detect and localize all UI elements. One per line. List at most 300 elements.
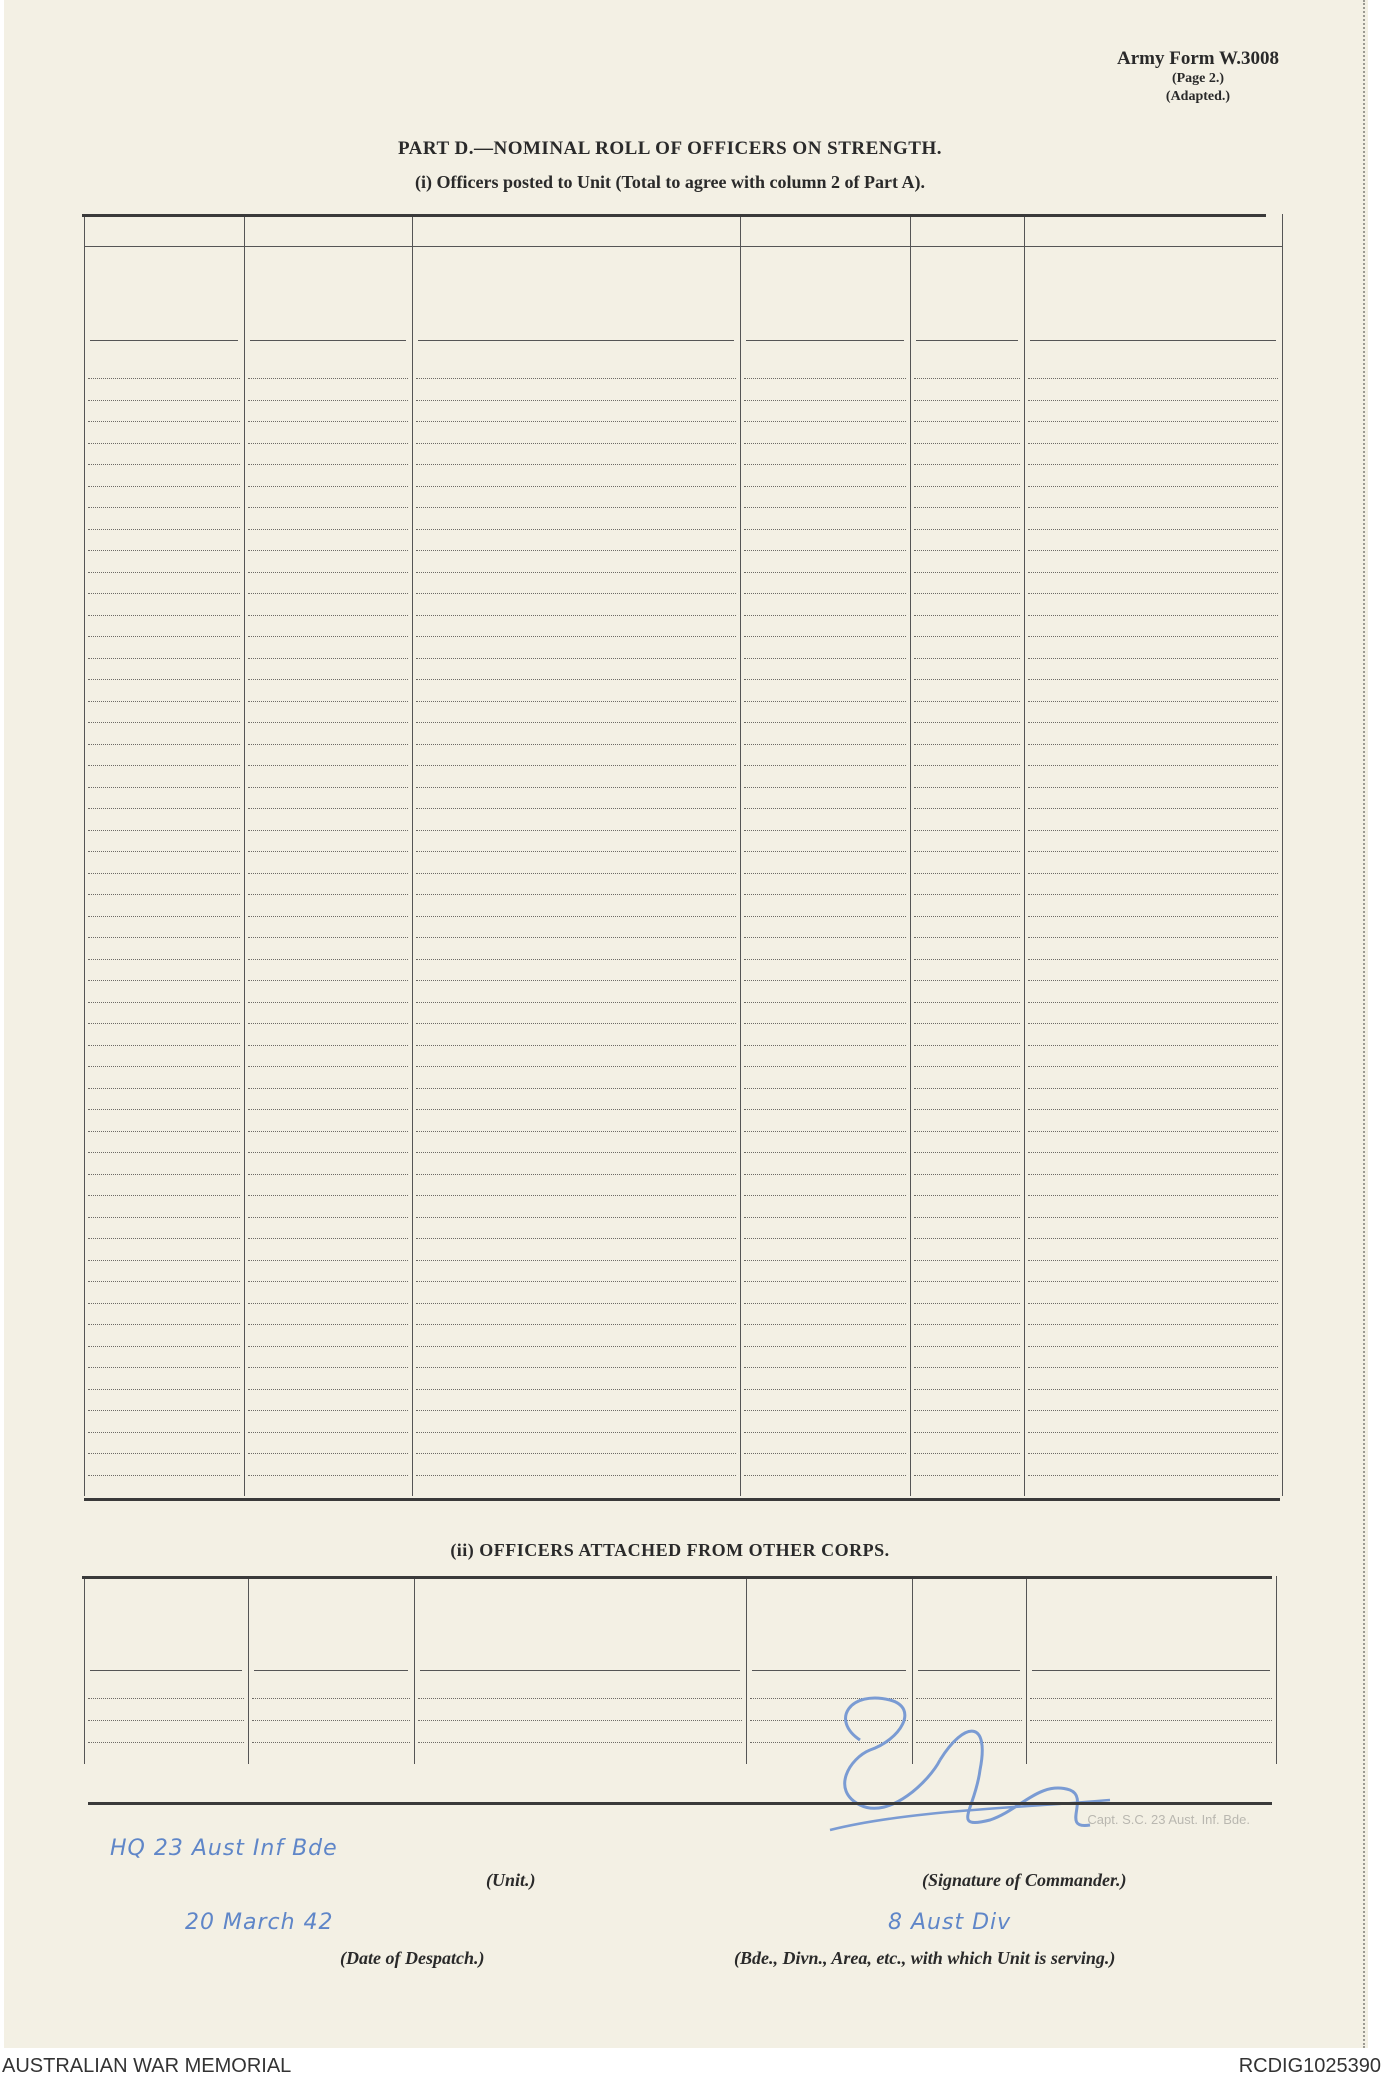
ruled-line: [416, 593, 736, 594]
ruled-line: [416, 1281, 736, 1282]
ruled-line: [914, 1260, 1020, 1261]
ruled-line: [744, 550, 906, 551]
ruled-line: [88, 916, 240, 917]
ruled-line: [744, 1475, 906, 1476]
ruled-line: [248, 1023, 408, 1024]
ruled-line: [248, 1195, 408, 1196]
ruled-line: [1028, 894, 1278, 895]
ruled-line: [248, 507, 408, 508]
ruled-line: [914, 959, 1020, 960]
ruled-line: [914, 1088, 1020, 1089]
signature-label: (Signature of Commander.): [922, 1870, 1127, 1890]
ruled-line: [88, 1152, 240, 1153]
header-underline: [418, 340, 734, 341]
ruled-line: [1028, 658, 1278, 659]
ruled-line: [914, 1281, 1020, 1282]
ruled-line: [416, 1432, 736, 1433]
ruled-line: [88, 1131, 240, 1132]
ruled-line: [416, 851, 736, 852]
ruled-line: [1028, 1002, 1278, 1003]
header-underline: [752, 1670, 906, 1671]
archive-caption: AUSTRALIAN WAR MEMORIAL: [2, 2055, 292, 2077]
ruled-line: [88, 1045, 240, 1046]
header-underline: [254, 1670, 408, 1671]
ruled-line: [248, 787, 408, 788]
ruled-line: [248, 1238, 408, 1239]
ruled-line: [914, 550, 1020, 551]
ruled-line: [88, 937, 240, 938]
ruled-line: [744, 679, 906, 680]
ruled-line: [88, 507, 240, 508]
ruled-line: [88, 765, 240, 766]
ruled-line: [416, 1389, 736, 1390]
ruled-line: [1028, 1152, 1278, 1153]
ruled-line: [416, 744, 736, 745]
ruled-line: [248, 980, 408, 981]
ruled-line: [248, 1109, 408, 1110]
ruled-line: [248, 1324, 408, 1325]
ruled-line: [416, 1324, 736, 1325]
ruled-line: [744, 1367, 906, 1368]
ruled-line: [1028, 1066, 1278, 1067]
ruled-line: [914, 421, 1020, 422]
ruled-line: [744, 593, 906, 594]
ruled-line: [1028, 1410, 1278, 1411]
ruled-line: [248, 1367, 408, 1368]
ruled-line: [88, 1432, 240, 1433]
ruled-line: [744, 1023, 906, 1024]
ruled-line: [1028, 1475, 1278, 1476]
column-divider: [740, 214, 741, 1496]
ruled-line: [914, 937, 1020, 938]
ruled-line: [1028, 937, 1278, 938]
ruled-line: [88, 701, 240, 702]
ruled-line: [88, 1088, 240, 1089]
ruled-line: [88, 873, 240, 874]
ruled-line: [744, 744, 906, 745]
ruled-line: [416, 787, 736, 788]
ruled-line: [88, 1281, 240, 1282]
ruled-line: [1028, 1303, 1278, 1304]
ruled-line: [914, 529, 1020, 530]
ruled-line: [744, 722, 906, 723]
header-underline: [1030, 340, 1276, 341]
ruled-line: [914, 636, 1020, 637]
ruled-line: [1028, 1260, 1278, 1261]
ruled-line: [416, 529, 736, 530]
ruled-line: [88, 1195, 240, 1196]
section-2-column-header: [86, 1584, 246, 1662]
section-2-column-header: [416, 1584, 744, 1662]
ruled-line: [416, 937, 736, 938]
ruled-line: [88, 464, 240, 465]
ruled-line: [248, 1453, 408, 1454]
ruled-line: [1028, 1346, 1278, 1347]
ruled-line: [914, 464, 1020, 465]
form-name: Army Form W.3008: [1116, 48, 1279, 69]
ruled-line: [914, 593, 1020, 594]
ruled-line: [248, 615, 408, 616]
ruled-line: [248, 1088, 408, 1089]
ruled-line: [914, 744, 1020, 745]
header-underline: [918, 1670, 1020, 1671]
ruled-line: [1028, 1281, 1278, 1282]
header-underline: [746, 340, 904, 341]
formation-label: (Bde., Divn., Area, etc., with which Unit is serving.): [734, 1948, 1116, 1968]
ruled-line: [416, 1002, 736, 1003]
ruled-line: [416, 894, 736, 895]
ruled-line: [416, 421, 736, 422]
ruled-line: [744, 1238, 906, 1239]
ruled-line: [914, 1410, 1020, 1411]
ruled-line: [914, 980, 1020, 981]
header-underline: [90, 340, 238, 341]
ruled-line: [88, 615, 240, 616]
ruled-line: [248, 937, 408, 938]
section-2-column-header: [748, 1584, 910, 1662]
ruled-line: [416, 378, 736, 379]
ruled-line: [744, 1346, 906, 1347]
section-2-column-header: [914, 1584, 1024, 1662]
ruled-line: [252, 1742, 410, 1743]
ruled-line: [88, 593, 240, 594]
ruled-line: [1028, 1195, 1278, 1196]
ruled-line: [1028, 1088, 1278, 1089]
ruled-line: [88, 636, 240, 637]
ruled-line: [248, 701, 408, 702]
ruled-line: [744, 1453, 906, 1454]
ruled-line: [1028, 830, 1278, 831]
ruled-line: [88, 679, 240, 680]
ruled-line: [744, 937, 906, 938]
ruled-line: [1028, 507, 1278, 508]
ruled-line: [88, 1217, 240, 1218]
ruled-line: [416, 550, 736, 551]
ruled-line: [1028, 529, 1278, 530]
ruled-line: [88, 572, 240, 573]
ruled-line: [744, 1303, 906, 1304]
ruled-line: [1028, 421, 1278, 422]
header-underline: [1032, 1670, 1270, 1671]
ruled-line: [248, 572, 408, 573]
ruled-line: [416, 443, 736, 444]
ruled-line: [248, 1475, 408, 1476]
ruled-line: [744, 400, 906, 401]
ruled-line: [416, 1475, 736, 1476]
ruled-line: [1028, 808, 1278, 809]
ruled-line: [744, 636, 906, 637]
ruled-line: [1028, 1023, 1278, 1024]
ruled-line: [248, 916, 408, 917]
ruled-line: [88, 529, 240, 530]
ruled-line: [88, 1324, 240, 1325]
section-2-bottom-rule: [88, 1802, 1272, 1805]
ruled-line: [416, 980, 736, 981]
ruled-line: [88, 550, 240, 551]
ruled-line: [1028, 679, 1278, 680]
ruled-line: [416, 1152, 736, 1153]
ruled-line: [914, 1238, 1020, 1239]
ruled-line: [248, 851, 408, 852]
ruled-line: [914, 1432, 1020, 1433]
ruled-line: [914, 808, 1020, 809]
ruled-line: [744, 615, 906, 616]
ruled-line: [416, 830, 736, 831]
ruled-line: [88, 1475, 240, 1476]
ruled-line: [416, 572, 736, 573]
section-2-top-rule: [82, 1576, 1272, 1579]
ruled-line: [248, 421, 408, 422]
ruled-line: [744, 421, 906, 422]
ruled-line: [744, 1389, 906, 1390]
form-identifier: [1117, 48, 1279, 106]
ruled-line: [248, 1432, 408, 1433]
ruled-line: [744, 765, 906, 766]
ruled-line: [1028, 443, 1278, 444]
ruled-line: [248, 486, 408, 487]
ruled-line: [248, 1389, 408, 1390]
ruled-line: [248, 1346, 408, 1347]
ruled-line: [88, 894, 240, 895]
ruled-line: [416, 1109, 736, 1110]
ruled-line: [744, 486, 906, 487]
ruled-line: [914, 1303, 1020, 1304]
ruled-line: [914, 1453, 1020, 1454]
ruled-line: [416, 658, 736, 659]
ruled-line: [248, 1217, 408, 1218]
ruled-line: [416, 636, 736, 637]
ruled-line: [914, 1045, 1020, 1046]
ruled-line: [248, 593, 408, 594]
ruled-line: [248, 1152, 408, 1153]
header-underline: [90, 1670, 242, 1671]
ruled-line: [744, 658, 906, 659]
ruled-line: [1028, 615, 1278, 616]
ruled-line: [1028, 400, 1278, 401]
ruled-line: [914, 1217, 1020, 1218]
ruled-line: [914, 873, 1020, 874]
ruled-line: [914, 679, 1020, 680]
ruled-line: [1028, 464, 1278, 465]
ruled-line: [744, 1152, 906, 1153]
ruled-line: [914, 1174, 1020, 1175]
perforated-edge: [1363, 0, 1366, 2048]
ruled-line: [248, 1281, 408, 1282]
ruled-line: [1028, 1453, 1278, 1454]
ruled-line: [914, 1195, 1020, 1196]
unit-value: HQ 23 Aust Inf Bde: [110, 1836, 338, 1861]
ruled-line: [1028, 1109, 1278, 1110]
ruled-line: [416, 1346, 736, 1347]
ruled-line: [1028, 378, 1278, 379]
ruled-line: [248, 679, 408, 680]
ruled-line: [744, 1109, 906, 1110]
ruled-line: [744, 873, 906, 874]
column-divider: [746, 1576, 747, 1764]
ruled-line: [744, 1195, 906, 1196]
column-header: [246, 252, 410, 334]
top-rule: [82, 214, 1266, 217]
ruled-line: [744, 701, 906, 702]
ruled-line: [744, 1281, 906, 1282]
column-divider: [84, 1576, 85, 1764]
ruled-line: [248, 894, 408, 895]
ruled-line: [914, 1152, 1020, 1153]
ruled-line: [88, 1410, 240, 1411]
ruled-line: [744, 894, 906, 895]
ruled-line: [248, 959, 408, 960]
ruled-line: [1028, 744, 1278, 745]
ruled-line: [744, 1410, 906, 1411]
ruled-line: [248, 1066, 408, 1067]
column-divider: [414, 1576, 415, 1764]
ruled-line: [252, 1698, 410, 1699]
ruled-line: [914, 1002, 1020, 1003]
ruled-line: [88, 658, 240, 659]
ruled-line: [88, 378, 240, 379]
ruled-line: [418, 1742, 742, 1743]
ruled-line: [88, 1720, 244, 1721]
ruled-line: [88, 486, 240, 487]
ruled-line: [914, 894, 1020, 895]
ruled-line: [88, 744, 240, 745]
ruled-line: [88, 1174, 240, 1175]
ruled-line: [1028, 486, 1278, 487]
ruled-line: [248, 1174, 408, 1175]
ruled-line: [914, 443, 1020, 444]
ruled-line: [1028, 1045, 1278, 1046]
ruled-line: [1028, 701, 1278, 702]
form-page: (Page 2.): [1171, 71, 1225, 86]
unit-label: (Unit.): [486, 1870, 536, 1890]
ruled-line: [1028, 1367, 1278, 1368]
ruled-line: [248, 744, 408, 745]
ruled-line: [416, 486, 736, 487]
ruled-line: [914, 378, 1020, 379]
ruled-line: [1028, 1238, 1278, 1239]
ruled-line: [416, 765, 736, 766]
ruled-line: [914, 400, 1020, 401]
ruled-line: [744, 464, 906, 465]
ruled-line: [416, 1238, 736, 1239]
ruled-line: [1028, 1174, 1278, 1175]
ruled-line: [88, 443, 240, 444]
ruled-line: [744, 916, 906, 917]
ruled-line: [1028, 550, 1278, 551]
ruled-line: [914, 1367, 1020, 1368]
ruled-line: [914, 507, 1020, 508]
ruled-line: [416, 507, 736, 508]
ruled-line: [88, 959, 240, 960]
ruled-line: [416, 1367, 736, 1368]
ruled-line: [88, 1742, 244, 1743]
ruled-line: [1028, 787, 1278, 788]
ruled-line: [744, 1002, 906, 1003]
ruled-line: [744, 830, 906, 831]
ruled-line: [416, 400, 736, 401]
section-2-title: (ii) OFFICERS ATTACHED FROM OTHER CORPS.: [450, 1540, 890, 1560]
date-label: (Date of Despatch.): [340, 1948, 485, 1968]
ruled-line: [1028, 916, 1278, 917]
ruled-line: [744, 529, 906, 530]
ruled-line: [88, 421, 240, 422]
ruled-line: [248, 1131, 408, 1132]
ruled-line: [744, 572, 906, 573]
ruled-line: [1028, 593, 1278, 594]
ruled-line: [416, 1174, 736, 1175]
ruled-line: [248, 658, 408, 659]
ruled-line: [88, 851, 240, 852]
ruled-line: [744, 980, 906, 981]
ruled-line: [744, 1088, 906, 1089]
ruled-line: [914, 851, 1020, 852]
ruled-line: [744, 378, 906, 379]
ruled-line: [1028, 572, 1278, 573]
ruled-line: [744, 507, 906, 508]
ruled-line: [914, 1131, 1020, 1132]
ruled-line: [914, 1324, 1020, 1325]
ruled-line: [88, 1698, 244, 1699]
column-divider: [1276, 1576, 1277, 1764]
ruled-line: [416, 1453, 736, 1454]
ruled-line: [744, 787, 906, 788]
date-value: 20 March 42: [185, 1910, 334, 1935]
ruled-line: [914, 615, 1020, 616]
ruled-line: [744, 1324, 906, 1325]
ruled-line: [248, 1260, 408, 1261]
ruled-line: [914, 658, 1020, 659]
page-subtitle: (i) Officers posted to Unit (Total to agree with column 2 of Part A).: [415, 172, 925, 192]
ruled-line: [1028, 636, 1278, 637]
ruled-line: [914, 1023, 1020, 1024]
ruled-line: [248, 1410, 408, 1411]
ruled-line: [252, 1720, 410, 1721]
ruled-line: [248, 808, 408, 809]
ruled-line: [1028, 1324, 1278, 1325]
ruled-line: [1028, 765, 1278, 766]
ruled-line: [248, 1002, 408, 1003]
ruled-line: [1028, 1389, 1278, 1390]
ruled-line: [914, 572, 1020, 573]
ruled-line: [248, 400, 408, 401]
ruled-line: [1028, 1432, 1278, 1433]
ruled-line: [744, 1131, 906, 1132]
ruled-line: [88, 980, 240, 981]
ruled-line: [914, 1346, 1020, 1347]
ruled-line: [248, 443, 408, 444]
page-title: PART D.—NOMINAL ROLL OF OFFICERS ON STRENGTH.: [397, 138, 943, 159]
ruled-line: [88, 1023, 240, 1024]
ruled-line: [248, 529, 408, 530]
ruled-line: [1028, 851, 1278, 852]
ruled-line: [416, 1410, 736, 1411]
column-divider: [248, 1576, 249, 1764]
ruled-line: [1028, 1217, 1278, 1218]
ruled-line: [88, 1303, 240, 1304]
column-divider: [1024, 214, 1025, 1496]
ruled-line: [1028, 980, 1278, 981]
column-divider: [1282, 214, 1283, 1496]
ruled-line: [914, 1389, 1020, 1390]
ruled-line: [88, 830, 240, 831]
ruled-line: [416, 1303, 736, 1304]
ruled-line: [416, 679, 736, 680]
ruled-line: [416, 722, 736, 723]
ruled-line: [914, 1475, 1020, 1476]
ruled-line: [914, 916, 1020, 917]
ruled-line: [914, 830, 1020, 831]
ruled-line: [416, 1088, 736, 1089]
